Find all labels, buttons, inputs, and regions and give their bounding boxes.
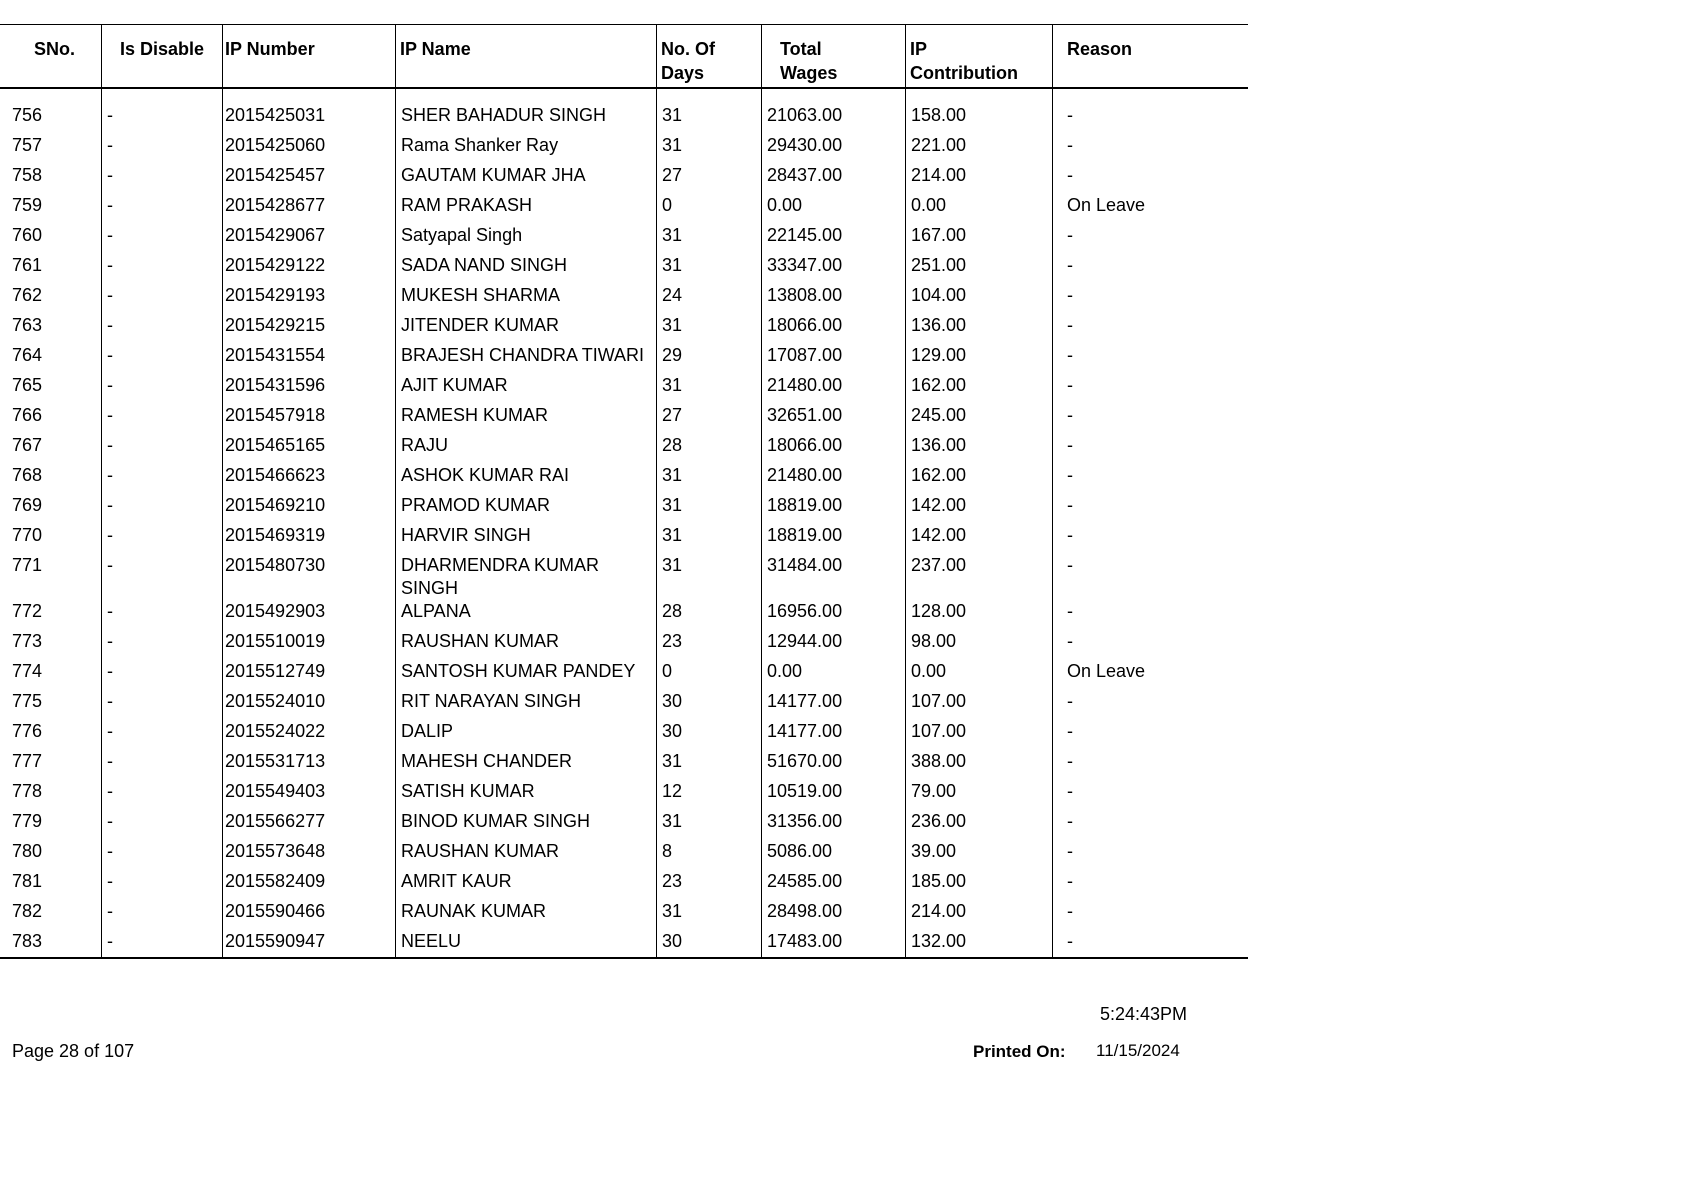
cell-reason: - (1067, 285, 1073, 305)
cell-ip-contribution: 142.00 (906, 494, 1053, 524)
cell-ip-name: RAUSHAN KUMAR (396, 630, 657, 660)
cell-total-wages: 21063.00 (762, 104, 906, 134)
table-row (0, 930, 1248, 958)
cell-no-of-days: 30 (657, 930, 762, 958)
cell-sno: 764 (0, 344, 102, 374)
cell-sno: 775 (0, 690, 102, 720)
cell-is-disable: - (102, 344, 223, 374)
cell-ip-contribution: 0.00 (906, 660, 1053, 690)
cell-no-of-days: 0 (657, 660, 762, 690)
table-row (0, 630, 1248, 660)
spacer-cell (1053, 88, 1249, 104)
header-is-disable: Is Disable (102, 25, 223, 89)
cell-sno: 771 (0, 554, 102, 600)
cell-ip-contribution: 245.00 (906, 404, 1053, 434)
cell-reason: - (1067, 135, 1073, 155)
cell-sno: 774 (0, 660, 102, 690)
cell-total-wages: 24585.00 (762, 870, 906, 900)
cell-is-disable: - (102, 164, 223, 194)
cell-is-disable: - (102, 870, 223, 900)
cell-total-wages: 14177.00 (762, 690, 906, 720)
spacer-cell (762, 88, 906, 104)
cell-is-disable: - (102, 600, 223, 630)
cell-is-disable: - (102, 690, 223, 720)
cell-ip-name: SATISH KUMAR (396, 780, 657, 810)
cell-total-wages: 18819.00 (762, 494, 906, 524)
table-spacer-row (0, 88, 1248, 104)
cell-is-disable: - (102, 900, 223, 930)
cell-ip-number: 2015466623 (223, 464, 396, 494)
cell-reason: On Leave (1067, 195, 1146, 215)
header-no-of-days-line1: No. Of (661, 39, 715, 59)
cell-ip-contribution: 39.00 (906, 840, 1053, 870)
cell-no-of-days: 8 (657, 840, 762, 870)
spacer-cell (657, 88, 762, 104)
cell-ip-name: RAMESH KUMAR (396, 404, 657, 434)
table-row (0, 870, 1248, 900)
cell-total-wages: 32651.00 (762, 404, 906, 434)
cell-sno: 762 (0, 284, 102, 314)
cell-reason: - (1067, 345, 1073, 365)
cell-ip-contribution: 107.00 (906, 690, 1053, 720)
cell-ip-contribution: 136.00 (906, 314, 1053, 344)
table-row (0, 164, 1248, 194)
cell-ip-number: 2015524010 (223, 690, 396, 720)
cell-total-wages: 17483.00 (762, 930, 906, 958)
cell-reason: - (1067, 721, 1073, 741)
cell-ip-number: 2015492903 (223, 600, 396, 630)
cell-reason: - (1053, 930, 1249, 958)
cell-total-wages: 29430.00 (762, 134, 906, 164)
cell-no-of-days: 27 (657, 404, 762, 434)
cell-ip-number: 2015431554 (223, 344, 396, 374)
cell-total-wages: 12944.00 (762, 630, 906, 660)
cell-ip-name: PRAMOD KUMAR (396, 494, 657, 524)
cell-is-disable: - (102, 780, 223, 810)
cell-is-disable: - (102, 434, 223, 464)
header-ip-name: IP Name (396, 25, 657, 89)
spacer-cell (396, 88, 657, 104)
cell-sno: 765 (0, 374, 102, 404)
cell-is-disable: - (102, 810, 223, 840)
cell-ip-contribution: 167.00 (906, 224, 1053, 254)
cell-reason: - (1067, 225, 1073, 245)
cell-no-of-days: 31 (657, 254, 762, 284)
cell-no-of-days: 31 (657, 464, 762, 494)
cell-ip-number: 2015425060 (223, 134, 396, 164)
cell-ip-contribution: 98.00 (906, 630, 1053, 660)
cell-ip-number: 2015524022 (223, 720, 396, 750)
cell-sno: 769 (0, 494, 102, 524)
cell-ip-name: RAJU (396, 434, 657, 464)
table-row (0, 660, 1248, 690)
cell-sno: 758 (0, 164, 102, 194)
cell-reason: - (1067, 751, 1073, 771)
cell-no-of-days: 31 (657, 524, 762, 554)
cell-ip-number: 2015465165 (223, 434, 396, 464)
cell-is-disable: - (102, 494, 223, 524)
cell-reason: - (1067, 255, 1073, 275)
cell-ip-number: 2015469319 (223, 524, 396, 554)
cell-reason: - (1067, 315, 1073, 335)
cell-ip-name: RAM PRAKASH (396, 194, 657, 224)
cell-ip-name: JITENDER KUMAR (396, 314, 657, 344)
cell-total-wages: 5086.00 (762, 840, 906, 870)
cell-is-disable: - (102, 750, 223, 780)
cell-total-wages: 0.00 (762, 660, 906, 690)
cell-no-of-days: 28 (657, 434, 762, 464)
cell-sno: 767 (0, 434, 102, 464)
table-body (0, 88, 1248, 958)
cell-ip-contribution: 237.00 (906, 554, 1053, 600)
header-ip-contribution (906, 25, 1053, 89)
cell-ip-number: 2015510019 (223, 630, 396, 660)
cell-total-wages: 0.00 (762, 194, 906, 224)
cell-ip-name: Rama Shanker Ray (396, 134, 657, 164)
cell-sno: 756 (0, 104, 102, 134)
cell-reason: - (1067, 435, 1073, 455)
table-row (0, 404, 1248, 434)
table-row (0, 194, 1248, 224)
cell-reason: - (1067, 555, 1073, 575)
cell-ip-contribution: 214.00 (906, 900, 1053, 930)
spacer-cell (223, 88, 396, 104)
cell-ip-contribution: 158.00 (906, 104, 1053, 134)
cell-reason: - (1067, 781, 1073, 801)
cell-no-of-days: 31 (657, 750, 762, 780)
cell-ip-number: 2015431596 (223, 374, 396, 404)
cell-is-disable: - (102, 224, 223, 254)
cell-ip-number: 2015429193 (223, 284, 396, 314)
cell-is-disable: - (102, 720, 223, 750)
cell-total-wages: 18066.00 (762, 314, 906, 344)
cell-is-disable: - (102, 930, 223, 958)
cell-ip-number: 2015573648 (223, 840, 396, 870)
cell-total-wages: 21480.00 (762, 374, 906, 404)
cell-sno: 759 (0, 194, 102, 224)
cell-reason: - (1067, 631, 1073, 651)
cell-ip-contribution: 388.00 (906, 750, 1053, 780)
cell-ip-contribution: 79.00 (906, 780, 1053, 810)
cell-total-wages: 28437.00 (762, 164, 906, 194)
cell-no-of-days: 31 (657, 810, 762, 840)
cell-ip-number: 2015531713 (223, 750, 396, 780)
cell-reason: - (1067, 105, 1073, 125)
cell-is-disable: - (102, 134, 223, 164)
cell-ip-name: RIT NARAYAN SINGH (396, 690, 657, 720)
cell-ip-name: SADA NAND SINGH (396, 254, 657, 284)
cell-ip-number: 2015549403 (223, 780, 396, 810)
cell-ip-number: 2015512749 (223, 660, 396, 690)
cell-ip-number: 2015469210 (223, 494, 396, 524)
cell-sno: 757 (0, 134, 102, 164)
header-reason: Reason (1053, 25, 1249, 89)
cell-ip-contribution: 221.00 (906, 134, 1053, 164)
cell-total-wages: 31356.00 (762, 810, 906, 840)
cell-total-wages: 18819.00 (762, 524, 906, 554)
table-row (0, 254, 1248, 284)
cell-ip-name: HARVIR SINGH (396, 524, 657, 554)
cell-total-wages: 21480.00 (762, 464, 906, 494)
cell-no-of-days: 23 (657, 630, 762, 660)
cell-is-disable: - (102, 524, 223, 554)
cell-ip-name: BINOD KUMAR SINGH (396, 810, 657, 840)
cell-ip-name: NEELU (396, 930, 657, 958)
footer-printed-on-date: 11/15/2024 (1096, 1041, 1180, 1060)
cell-total-wages: 22145.00 (762, 224, 906, 254)
cell-no-of-days: 31 (657, 224, 762, 254)
cell-ip-name: RAUSHAN KUMAR (396, 840, 657, 870)
cell-is-disable: - (102, 464, 223, 494)
table-row (0, 600, 1248, 630)
cell-ip-contribution: 162.00 (906, 374, 1053, 404)
table-row (0, 134, 1248, 164)
cell-no-of-days: 31 (657, 554, 762, 600)
contribution-table (0, 24, 1248, 959)
cell-sno: 773 (0, 630, 102, 660)
cell-total-wages: 16956.00 (762, 600, 906, 630)
cell-reason: - (1067, 495, 1073, 515)
cell-ip-contribution: 142.00 (906, 524, 1053, 554)
cell-is-disable: - (102, 314, 223, 344)
cell-sno: 768 (0, 464, 102, 494)
cell-no-of-days: 31 (657, 374, 762, 404)
header-sno: SNo. (0, 25, 102, 89)
cell-sno: 778 (0, 780, 102, 810)
cell-total-wages: 17087.00 (762, 344, 906, 374)
spacer-cell (906, 88, 1053, 104)
cell-is-disable: - (102, 554, 223, 600)
cell-reason: - (1067, 811, 1073, 831)
cell-reason: - (1067, 375, 1073, 395)
cell-ip-contribution: 251.00 (906, 254, 1053, 284)
table-row (0, 494, 1248, 524)
cell-no-of-days: 31 (657, 900, 762, 930)
cell-sno: 761 (0, 254, 102, 284)
cell-reason: - (1067, 691, 1073, 711)
header-row (0, 25, 1248, 89)
cell-ip-number: 2015429215 (223, 314, 396, 344)
cell-no-of-days: 31 (657, 494, 762, 524)
cell-reason: - (1067, 601, 1073, 621)
cell-is-disable: - (102, 104, 223, 134)
cell-ip-number: 2015566277 (223, 810, 396, 840)
cell-ip-name: DHARMENDRA KUMAR SINGH (396, 554, 657, 600)
cell-total-wages: 14177.00 (762, 720, 906, 750)
cell-is-disable: - (102, 374, 223, 404)
header-total-wages-line1: Total (780, 39, 822, 59)
cell-reason: - (1067, 405, 1073, 425)
table-row (0, 284, 1248, 314)
table-row (0, 524, 1248, 554)
cell-sno: 776 (0, 720, 102, 750)
cell-sno: 781 (0, 870, 102, 900)
cell-ip-name: ALPANA (396, 600, 657, 630)
table-row (0, 374, 1248, 404)
cell-ip-number: 2015429067 (223, 224, 396, 254)
cell-no-of-days: 0 (657, 194, 762, 224)
cell-total-wages: 31484.00 (762, 554, 906, 600)
header-ip-number: IP Number (223, 25, 396, 89)
cell-ip-name: SANTOSH KUMAR PANDEY (396, 660, 657, 690)
cell-ip-name: GAUTAM KUMAR JHA (396, 164, 657, 194)
table-row (0, 344, 1248, 374)
cell-ip-number: 2015480730 (223, 554, 396, 600)
cell-ip-contribution: 128.00 (906, 600, 1053, 630)
header-total-wages (762, 25, 906, 89)
cell-total-wages: 28498.00 (762, 900, 906, 930)
table-row (0, 554, 1248, 600)
cell-ip-number: 2015457918 (223, 404, 396, 434)
cell-no-of-days: 12 (657, 780, 762, 810)
table-row (0, 690, 1248, 720)
cell-no-of-days: 30 (657, 690, 762, 720)
cell-ip-number: 2015429122 (223, 254, 396, 284)
cell-ip-number: 2015425031 (223, 104, 396, 134)
table-row (0, 720, 1248, 750)
cell-reason: - (1067, 525, 1073, 545)
cell-is-disable: - (102, 404, 223, 434)
cell-is-disable: - (102, 630, 223, 660)
cell-reason: - (1067, 165, 1073, 185)
cell-reason: - (1067, 465, 1073, 485)
table-row (0, 314, 1248, 344)
table-header (0, 25, 1248, 89)
cell-no-of-days: 31 (657, 104, 762, 134)
table-row (0, 810, 1248, 840)
cell-total-wages: 51670.00 (762, 750, 906, 780)
footer-printed-on-label: Printed On: (973, 1042, 1066, 1061)
cell-sno: 770 (0, 524, 102, 554)
cell-ip-name: ASHOK KUMAR RAI (396, 464, 657, 494)
cell-ip-name: SHER BAHADUR SINGH (396, 104, 657, 134)
cell-ip-number: 2015425457 (223, 164, 396, 194)
cell-sno: 777 (0, 750, 102, 780)
cell-is-disable: - (102, 284, 223, 314)
cell-is-disable: - (102, 254, 223, 284)
cell-total-wages: 33347.00 (762, 254, 906, 284)
cell-ip-name: AMRIT KAUR (396, 870, 657, 900)
cell-total-wages: 18066.00 (762, 434, 906, 464)
cell-no-of-days: 29 (657, 344, 762, 374)
header-no-of-days (657, 25, 762, 89)
table-row (0, 780, 1248, 810)
cell-ip-contribution: 136.00 (906, 434, 1053, 464)
cell-sno: 780 (0, 840, 102, 870)
cell-ip-contribution: 104.00 (906, 284, 1053, 314)
cell-ip-contribution: 0.00 (906, 194, 1053, 224)
header-ip-contribution-line1: IP (910, 39, 928, 59)
table-row (0, 464, 1248, 494)
table-row (0, 224, 1248, 254)
table-row (0, 750, 1248, 780)
spacer-cell (0, 88, 102, 104)
cell-sno: 763 (0, 314, 102, 344)
cell-no-of-days: 28 (657, 600, 762, 630)
footer-page-number: Page 28 of 107 (12, 1041, 135, 1061)
cell-ip-name: DALIP (396, 720, 657, 750)
cell-ip-name: MUKESH SHARMA (396, 284, 657, 314)
cell-ip-name: BRAJESH CHANDRA TIWARI (396, 344, 657, 374)
table-row (0, 104, 1248, 134)
cell-reason: - (1067, 871, 1073, 891)
table-row (0, 840, 1248, 870)
cell-reason: On Leave (1067, 661, 1146, 681)
cell-ip-number: 2015590947 (223, 930, 396, 958)
header-ip-contribution-line2: Contribution (910, 63, 1018, 83)
cell-ip-contribution: 236.00 (906, 810, 1053, 840)
cell-reason: - (1067, 901, 1073, 921)
cell-sno: 772 (0, 600, 102, 630)
cell-no-of-days: 30 (657, 720, 762, 750)
cell-is-disable: - (102, 194, 223, 224)
table-row (0, 900, 1248, 930)
cell-sno: 782 (0, 900, 102, 930)
header-no-of-days-line2: Days (661, 63, 705, 83)
header-total-wages-line2: Wages (780, 63, 838, 83)
footer-print-time: 5:24:43PM (1100, 1004, 1188, 1024)
cell-ip-number: 2015582409 (223, 870, 396, 900)
cell-ip-name: AJIT KUMAR (396, 374, 657, 404)
table-row (0, 434, 1248, 464)
cell-total-wages: 13808.00 (762, 284, 906, 314)
cell-ip-number: 2015428677 (223, 194, 396, 224)
cell-total-wages: 10519.00 (762, 780, 906, 810)
cell-ip-contribution: 185.00 (906, 870, 1053, 900)
cell-is-disable: - (102, 660, 223, 690)
cell-reason: - (1067, 841, 1073, 861)
cell-ip-contribution: 214.00 (906, 164, 1053, 194)
cell-ip-name: RAUNAK KUMAR (396, 900, 657, 930)
cell-sno: 760 (0, 224, 102, 254)
cell-no-of-days: 31 (657, 134, 762, 164)
cell-no-of-days: 23 (657, 870, 762, 900)
cell-ip-name: Satyapal Singh (396, 224, 657, 254)
cell-ip-contribution: 132.00 (906, 930, 1053, 958)
cell-sno: 779 (0, 810, 102, 840)
cell-ip-contribution: 162.00 (906, 464, 1053, 494)
cell-no-of-days: 31 (657, 314, 762, 344)
cell-no-of-days: 24 (657, 284, 762, 314)
cell-ip-contribution: 107.00 (906, 720, 1053, 750)
cell-ip-contribution: 129.00 (906, 344, 1053, 374)
cell-sno: 783 (0, 930, 102, 958)
cell-sno: 766 (0, 404, 102, 434)
cell-ip-number: 2015590466 (223, 900, 396, 930)
cell-is-disable: - (102, 840, 223, 870)
cell-ip-name: MAHESH CHANDER (396, 750, 657, 780)
spacer-cell (102, 88, 223, 104)
cell-no-of-days: 27 (657, 164, 762, 194)
